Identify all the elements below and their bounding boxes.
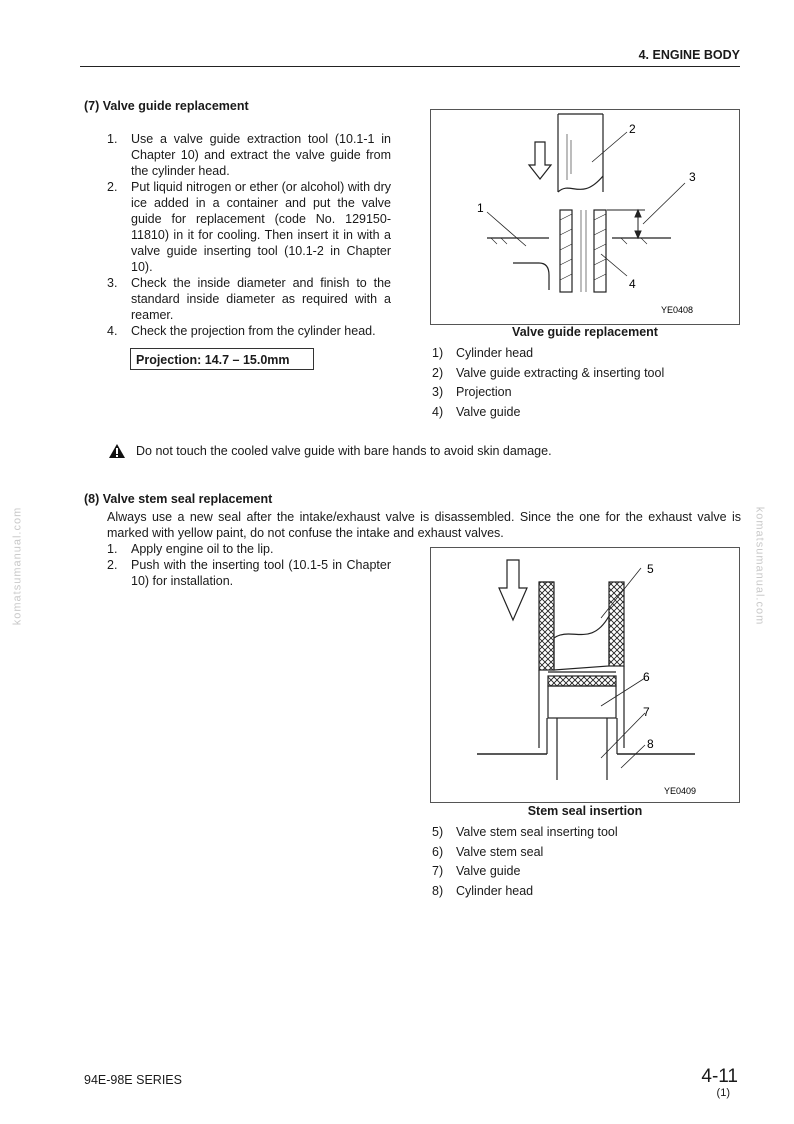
- valve-guide-diagram: [431, 110, 739, 324]
- callout-5: 5: [647, 562, 654, 576]
- step-item: 4. Check the projection from the cylinder head.: [107, 324, 376, 338]
- callout-3: 3: [689, 170, 696, 184]
- footer-series: 94E-98E SERIES: [84, 1073, 182, 1087]
- figure-caption: Valve guide replacement: [512, 325, 658, 339]
- step-item: 2. Put liquid nitrogen or ether (or alcohol) with dry ice added in a container and put the valve guide for replacement (code No. 129150-11810) in it for cooling. Then insert it in with a valve guide inserting tool (10.1-2 in Chapter 10).: [107, 180, 391, 274]
- page-revision: (1): [716, 1087, 730, 1099]
- warning-icon: [108, 443, 126, 459]
- step-item: 1. Use a valve guide extraction tool (10.1-1 in Chapter 10) and extract the valve guide from the cylinder head.: [107, 132, 391, 178]
- section-8-steps: [107, 541, 391, 589]
- callout-4: 4: [629, 277, 636, 291]
- legend-item: 7) Valve guide: [432, 864, 521, 878]
- warning-note: [108, 443, 552, 459]
- page-number: 4-11: [701, 1066, 738, 1087]
- press-arrow-icon: [529, 142, 551, 179]
- watermark-right: komatsumanual.com: [753, 506, 766, 626]
- extracting-tool-shape: [558, 114, 603, 192]
- section-8-intro: Always use a new seal after the intake/exhaust valve is disassembled. Since the one for the exhaust valve is marked with yellow paint, do not confuse the intake and exhaust valves.: [107, 510, 741, 540]
- legend-item: 1) Cylinder head: [432, 346, 534, 360]
- figure-valve-guide-replacement: [430, 109, 740, 325]
- section-8-title: (8) Valve stem seal replacement: [84, 492, 273, 506]
- step-item: 2. Push with the inserting tool (10.1-5 in Chapter 10) for installation.: [107, 558, 391, 588]
- projection-spec-box: Projection: 14.7 – 15.0mm: [130, 348, 314, 370]
- valve-guide-shape: [560, 210, 606, 292]
- legend-item: 2) Valve guide extracting & inserting tool: [432, 365, 665, 380]
- section-7-title: (7) Valve guide replacement: [84, 99, 249, 113]
- watermark-left: komatsumanual.com: [11, 506, 24, 626]
- callout-6: 6: [643, 670, 650, 684]
- callout-7: 7: [643, 705, 650, 719]
- step-item: 1. Apply engine oil to the lip.: [107, 542, 274, 556]
- page-header-title: 4. ENGINE BODY: [638, 48, 740, 62]
- callout-1: 1: [477, 201, 484, 215]
- figure-stem-seal-insertion: [430, 547, 740, 803]
- legend-item: 4) Valve guide: [432, 404, 521, 419]
- legend-item: 8) Cylinder head: [432, 883, 534, 898]
- stem-seal-shape: [548, 672, 616, 718]
- press-arrow-icon: [499, 560, 527, 620]
- valve-guide-shape: [547, 718, 617, 780]
- legend-item: 5) Valve stem seal inserting tool: [432, 825, 618, 839]
- warning-text: Do not touch the cooled valve guide with bare hands to avoid skin damage.: [136, 444, 552, 458]
- header-rule: [80, 66, 740, 67]
- cylinder-head-shape: [487, 238, 671, 290]
- projection-dimension: [607, 210, 645, 238]
- legend-item: 6) Valve stem seal: [432, 844, 544, 859]
- step-item: 3. Check the inside diameter and finish to the standard inside diameter as required with a reamer.: [107, 276, 391, 322]
- figure-legend: [432, 344, 732, 422]
- callout-2: 2: [629, 122, 636, 136]
- callout-8: 8: [647, 737, 654, 751]
- section-7-steps: [107, 131, 391, 339]
- figure-caption: Stem seal insertion: [527, 804, 643, 818]
- inserting-tool-shape: [539, 582, 624, 748]
- figure-code: YE0408: [661, 305, 694, 315]
- legend-item: 3) Projection: [432, 385, 512, 399]
- stem-seal-diagram: [431, 548, 739, 802]
- figure-legend: [432, 823, 732, 901]
- figure-code: YE0409: [664, 786, 697, 796]
